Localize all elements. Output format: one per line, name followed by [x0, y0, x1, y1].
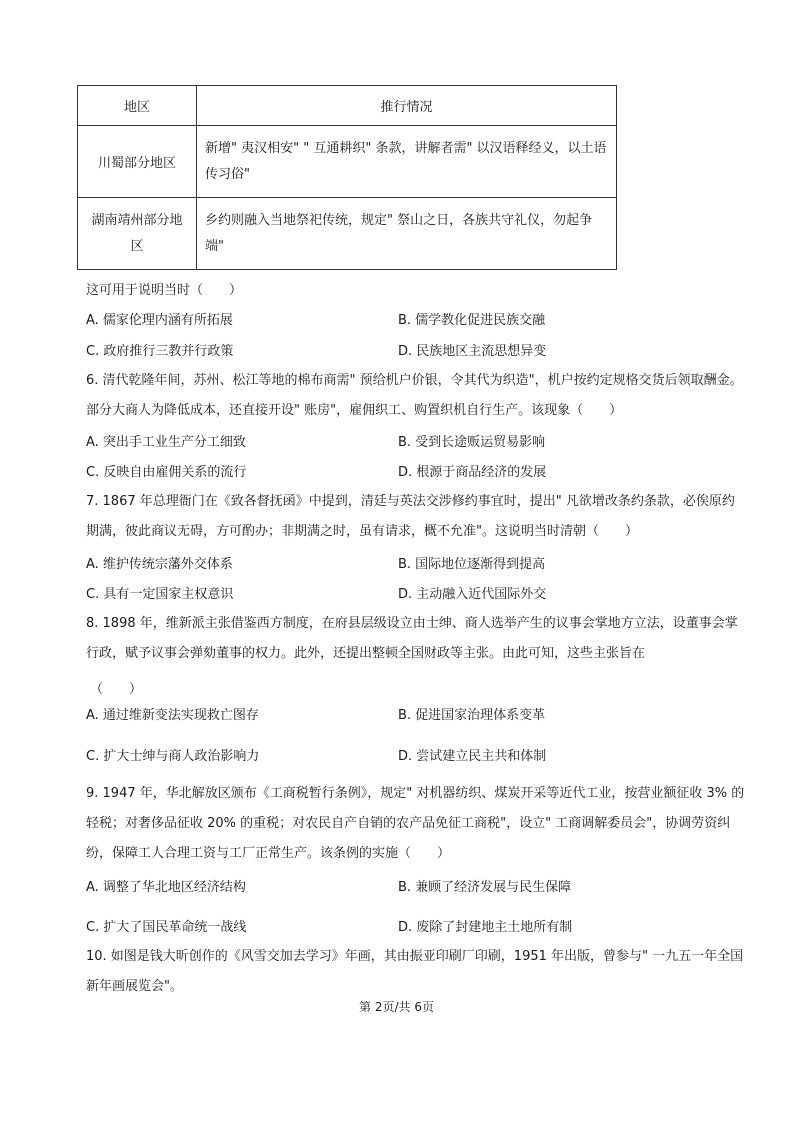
- q8-option-c[interactable]: C. 扩大士绅与商人政治影响力: [86, 749, 260, 764]
- q8-answer-bracket: （ ）: [90, 682, 143, 697]
- q7-option-a[interactable]: A. 维护传统宗藩外交体系: [86, 557, 233, 572]
- table-row: [78, 198, 617, 270]
- q5-option-d[interactable]: D. 民族地区主流思想异变: [398, 344, 547, 359]
- q6-stem: 6. 清代乾隆年间，苏州、松江等地的棉布商需" 预给机户价银，令其代为织造"，机户按约定规格交货后领取酬金。部分大商人为降低成本，还直接开设" 账房"，雇佣织工、购置织机自行生产。该现象（ ）: [86, 373, 743, 418]
- table-cell-region: 湖南靖州部分地区: [78, 198, 197, 270]
- q5-option-b[interactable]: B. 儒学教化促进民族交融: [398, 313, 546, 328]
- q9-option-c[interactable]: C. 扩大了国民革命统一战线: [86, 920, 247, 935]
- q8-option-d[interactable]: D. 尝试建立民主共和体制: [398, 749, 547, 764]
- table-cell-content: 乡约则融入当地祭祀传统，规定" 祭山之日，各族共守礼仪，勿起争端": [197, 198, 617, 270]
- q9-option-d[interactable]: D. 废除了封建地主土地所有制: [398, 920, 573, 935]
- q7-option-c[interactable]: C. 具有一定国家主权意识: [86, 587, 234, 602]
- q6-option-d[interactable]: D. 根源于商品经济的发展: [398, 465, 547, 480]
- q7-option-b[interactable]: B. 国际地位逐渐得到提高: [398, 557, 546, 572]
- q8-option-b[interactable]: B. 促进国家治理体系变革: [398, 708, 546, 723]
- q9-stem: 9. 1947 年，华北解放区颁布《工商税暂行条例》，规定" 对机器纺织、煤炭开采等近代工业，按营业额征收 3% 的轻税；对奢侈品征收 20% 的重税；对农民自产自销的农产品免征工商税"，设立" 工商调解委员会"，协调劳资纠纷，保障工人合理工资与工厂正常生产。该条例的实施（ ）: [86, 786, 745, 861]
- table-cell-content: 新增" 夷汉相安" " 互通耕织" 条款，讲解者需" 以汉语释经义，以土语传习俗": [197, 126, 617, 198]
- page-footer: 第 2页/共 6页: [359, 1000, 434, 1014]
- q10-stem: 10. 如图是钱大昕创作的《风雪交加去学习》年画，其由振亚印刷厂印刷，1951 年出版，曾参与" 一九五一年全国新年画展览会"。: [86, 949, 744, 994]
- q6-option-a[interactable]: A. 突出手工业生产分工细致: [86, 435, 246, 450]
- q8-stem: 8. 1898 年，维新派主张借鉴西方制度，在府县层级设立由士绅、商人选举产生的议事会掌地方立法，设董事会掌行政，赋予议事会弹劾董事的权力。此外，还提出整顿全国财政等主张。由此可知，这些主张旨在: [86, 616, 738, 661]
- q5-option-c[interactable]: C. 政府推行三教并行政策: [86, 344, 234, 359]
- table-header-situation: 推行情况: [197, 86, 617, 126]
- table-row: [78, 126, 617, 198]
- q7-option-d[interactable]: D. 主动融入近代国际外交: [398, 587, 547, 602]
- q8-option-a[interactable]: A. 通过维新变法实现救亡图存: [86, 708, 259, 723]
- q6-option-b[interactable]: B. 受到长途贩运贸易影响: [398, 435, 546, 450]
- q9-option-a[interactable]: A. 调整了华北地区经济结构: [86, 880, 246, 895]
- q6-option-c[interactable]: C. 反映自由雇佣关系的流行: [86, 465, 247, 480]
- q5-option-a[interactable]: A. 儒家伦理内涵有所拓展: [86, 313, 233, 328]
- table-header-row: [78, 86, 617, 126]
- table-cell-region: 川蜀部分地区: [78, 126, 197, 198]
- q9-option-b[interactable]: B. 兼顾了经济发展与民生保障: [398, 880, 572, 895]
- q7-stem: 7. 1867 年总理衙门在《致各督抚函》中提到，清廷与英法交涉修约事宜时，提出" 凡欲增改条约条款，必俟原约期满，彼此商议无碍，方可酌办；非期满之时，虽有请求，概不允准"。这说明当时清朝（ ）: [86, 494, 735, 539]
- region-table: [77, 85, 617, 270]
- table-header-region: 地区: [78, 86, 197, 126]
- q5-stem-tail: 这可用于说明当时（ ）: [86, 283, 243, 298]
